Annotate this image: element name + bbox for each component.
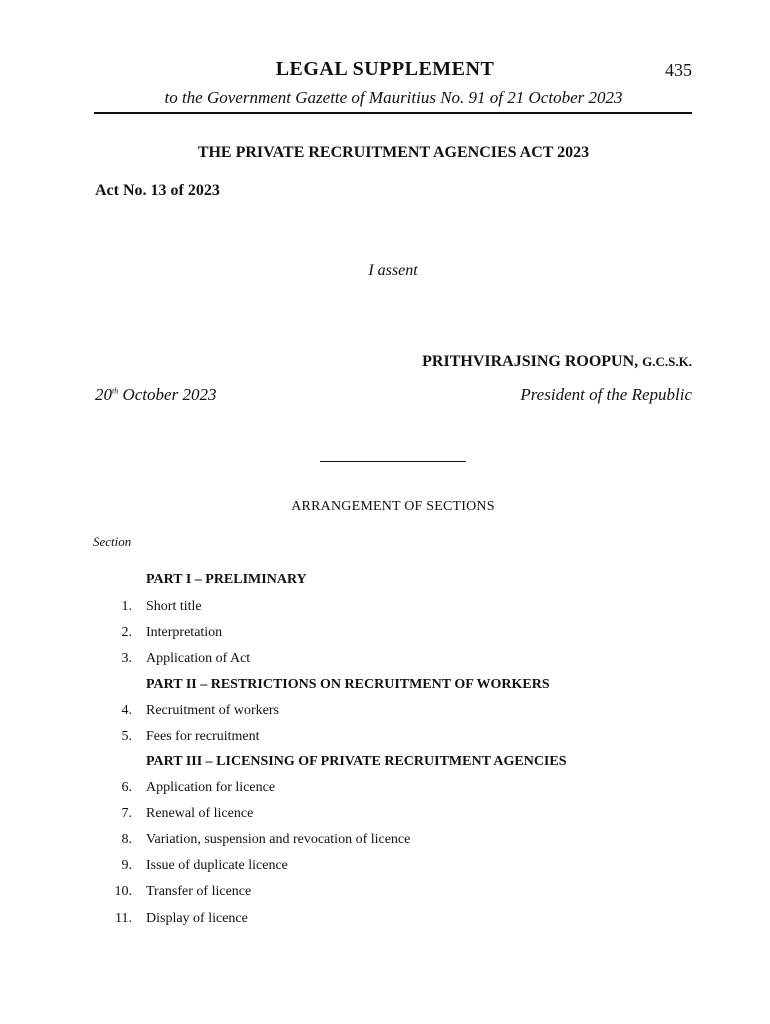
page-number: 435 xyxy=(665,60,692,80)
section-title: Interpretation xyxy=(146,625,223,640)
section-title: Application of Act xyxy=(146,651,251,666)
president-honours: G.C.S.K. xyxy=(642,354,692,369)
section-number: 4. xyxy=(121,703,132,718)
section-number: 3. xyxy=(121,651,132,666)
supplement-title: LEGAL SUPPLEMENT xyxy=(275,58,495,80)
president-name xyxy=(422,353,692,371)
president-title: President of the Republic xyxy=(520,385,692,404)
assent-date-day: 20 xyxy=(95,385,112,404)
section-title: Recruitment of workers xyxy=(146,703,279,718)
part-heading: PART I – PRELIMINARY xyxy=(146,572,307,587)
section-number: 9. xyxy=(121,858,132,873)
section-column-label: Section xyxy=(93,534,132,549)
section-number: 11. xyxy=(115,911,132,926)
assent-date-suffix: th xyxy=(112,386,119,396)
president-name-text: PRITHVIRAJSING ROOPUN, xyxy=(422,353,639,370)
section-title: Application for licence xyxy=(146,780,276,795)
section-number: 5. xyxy=(121,729,132,744)
act-number: Act No. 13 of 2023 xyxy=(95,182,220,199)
part-heading: PART II – RESTRICTIONS ON RECRUITMENT OF WORKERS xyxy=(146,677,550,692)
section-title: Fees for recruitment xyxy=(146,729,260,744)
arrangement-heading: ARRANGEMENT OF SECTIONS xyxy=(291,499,495,514)
section-title: Transfer of licence xyxy=(146,884,252,899)
section-number: 7. xyxy=(121,806,132,821)
section-title: Variation, suspension and revocation of licence xyxy=(146,832,411,847)
section-title: Short title xyxy=(146,599,202,614)
section-number: 8. xyxy=(121,832,132,847)
section-title: Renewal of licence xyxy=(146,806,254,821)
section-number: 2. xyxy=(121,625,132,640)
section-number: 10. xyxy=(114,884,132,899)
act-title: THE PRIVATE RECRUITMENT AGENCIES ACT 2023 xyxy=(197,144,590,161)
header-rule xyxy=(94,112,692,114)
part-heading: PART III – LICENSING OF PRIVATE RECRUITMENT AGENCIES xyxy=(146,754,567,769)
section-title: Issue of duplicate licence xyxy=(146,858,288,873)
assent-date xyxy=(95,385,216,405)
section-title: Display of licence xyxy=(146,911,248,926)
section-number: 6. xyxy=(121,780,132,795)
gazette-subtitle: to the Government Gazette of Mauritius No. 91 of 21 October 2023 xyxy=(164,88,623,107)
assent-text: I assent xyxy=(368,262,418,279)
divider-rule xyxy=(320,461,466,462)
assent-date-rest: October 2023 xyxy=(118,385,217,404)
section-number: 1. xyxy=(121,599,132,614)
